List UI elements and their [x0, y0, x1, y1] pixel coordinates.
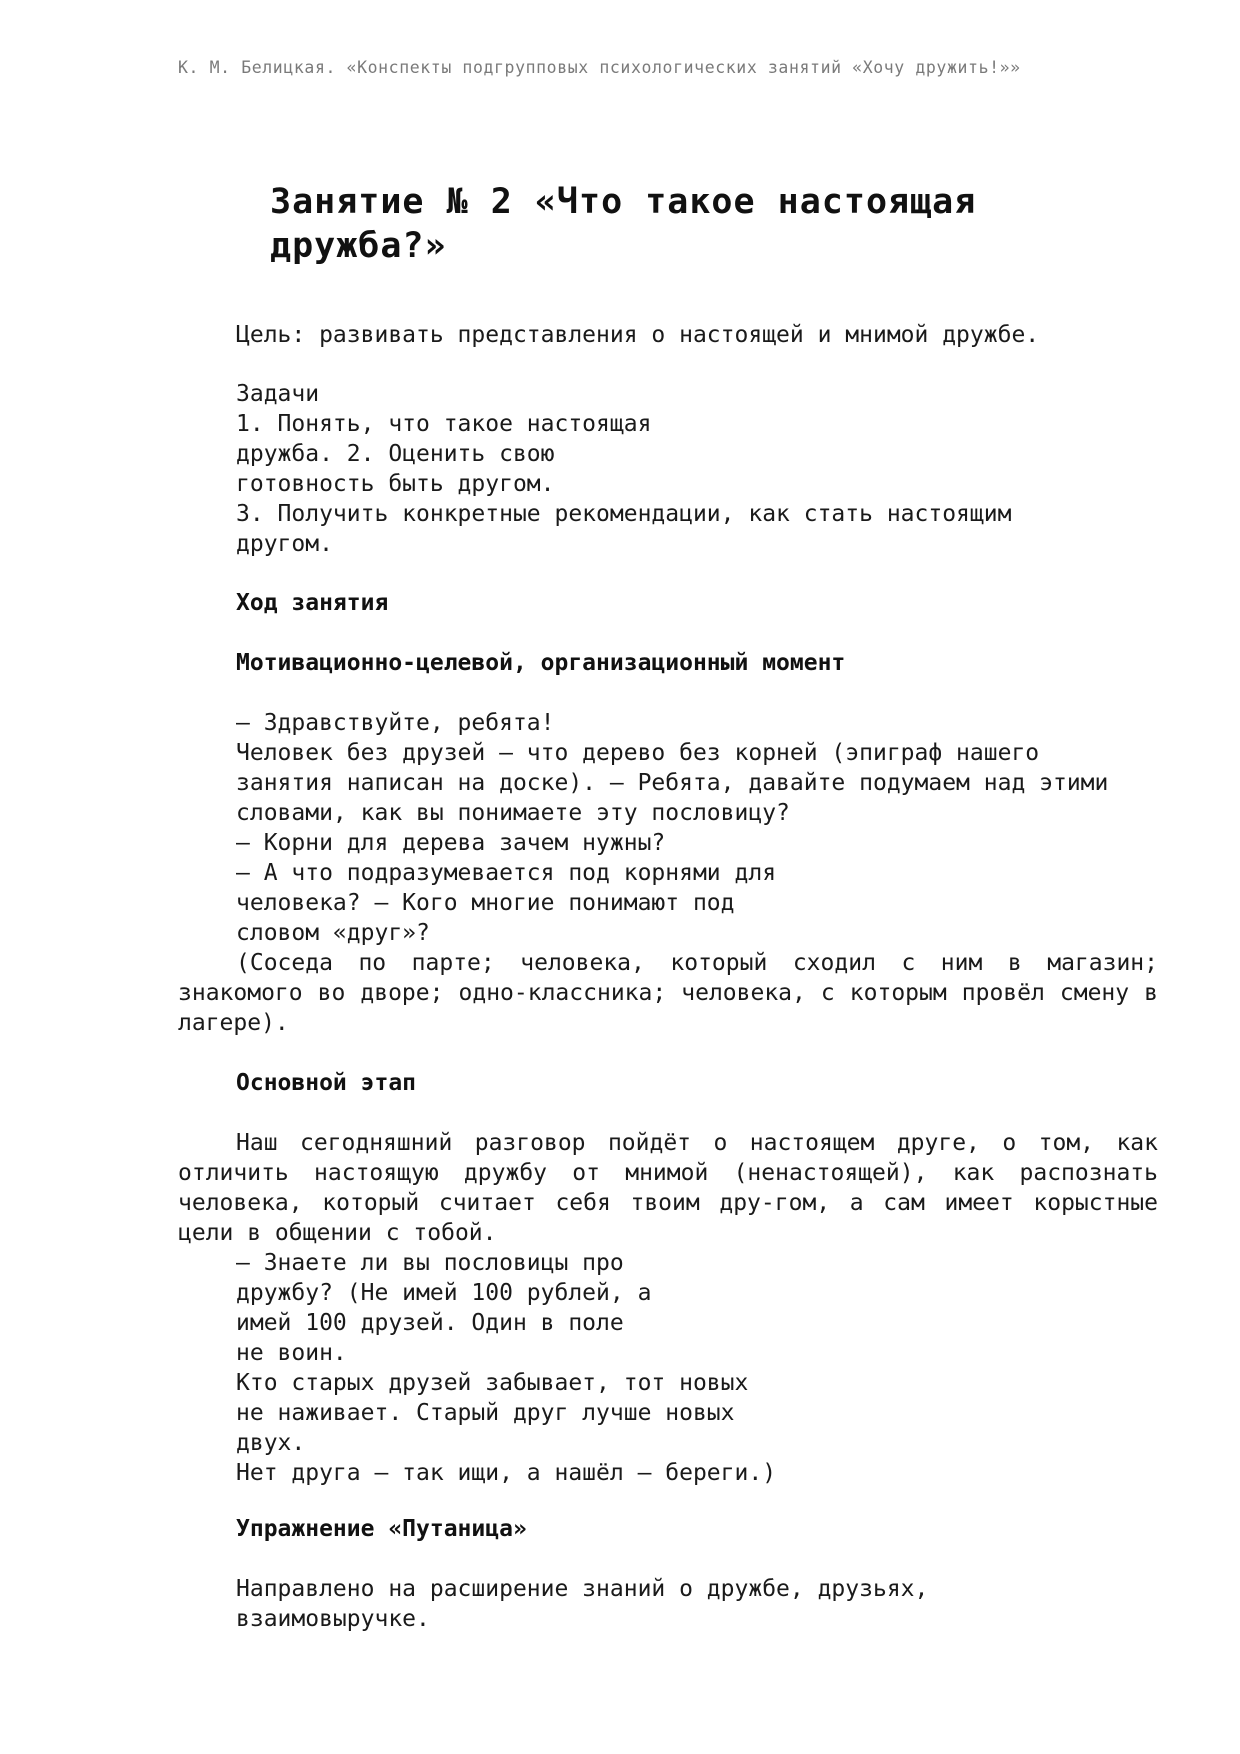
lesson-goal: Цель: развивать представления о настоящей и мнимой дружбе.: [236, 322, 1040, 348]
proverb-line: имей 100 друзей. Один в поле: [236, 1310, 624, 1336]
tasks-label: Задачи: [236, 381, 320, 407]
dialogue-line: Человек без друзей — что дерево без корней (эпиграф нашего: [236, 740, 1040, 766]
dialogue-line: — А что подразумевается под корнями для: [236, 860, 777, 886]
proverbs-block: [236, 1248, 776, 1488]
proverb-line: не воин.: [236, 1340, 347, 1366]
section-heading-main: Основной этап: [236, 1070, 417, 1096]
task-line: другом.: [236, 531, 333, 557]
running-header: К. М. Белицкая. «Конспекты подгрупповых психологических занятий «Хочу дружить!»»: [178, 58, 1021, 77]
dialogue-line: словом «друг»?: [236, 920, 430, 946]
section-heading-course: Ход занятия: [236, 590, 389, 616]
dialogue-line: человека? — Кого многие понимают под: [236, 890, 735, 916]
proverb-line: дружбу? (Не имей 100 рублей, а: [236, 1280, 652, 1306]
proverb-line: двух.: [236, 1430, 306, 1456]
dialogue-line: — Здравствуйте, ребята!: [236, 710, 555, 736]
section-heading-exercise: Упражнение «Путаница»: [236, 1516, 527, 1542]
task-line: готовность быть другом.: [236, 471, 555, 497]
dialogue-line: словами, как вы понимаете эту пословицу?: [236, 800, 790, 826]
motivation-dialogue: [236, 708, 1108, 948]
proverb-line: Кто старых друзей забывает, тот новых: [236, 1370, 749, 1396]
motivation-answer-note: (Соседа по парте; человека, который сходил с ним в магазин; знакомого во дворе; одно-классника; человека, с которым провёл смену в лагере).: [178, 950, 1158, 1036]
lesson-title-line-1: Занятие № 2 «Что такое настоящая: [270, 182, 977, 222]
lesson-title-line-2: дружба?»: [270, 226, 447, 266]
task-line: 1. Понять, что такое настоящая: [236, 411, 652, 437]
proverb-line: не наживает. Старый друг лучше новых: [236, 1400, 735, 1426]
task-line: 3. Получить конкретные рекомендации, как стать настоящим: [236, 501, 1012, 527]
dialogue-line: занятия написан на доске). — Ребята, давайте подумаем над этими: [236, 770, 1109, 796]
section-heading-motivation: Мотивационно-целевой, организационный момент: [236, 650, 846, 676]
proverb-line: Нет друга — так ищи, а нашёл — береги.): [236, 1460, 777, 1486]
task-line: дружба. 2. Оценить свою: [236, 441, 555, 467]
tasks-list: [236, 409, 1011, 559]
main-paragraph: Наш сегодняшний разговор пойдёт о настоящем друге, о том, как отличить настоящую дружбу от мнимой (ненастоящей), как распознать человека, который считает себя твоим дру-гом, а сам имеет корыстные цели в общении с тобой.: [178, 1130, 1158, 1246]
dialogue-line: — Корни для дерева зачем нужны?: [236, 830, 666, 856]
lesson-title: [270, 180, 976, 268]
proverb-line: — Знаете ли вы пословицы про: [236, 1250, 624, 1276]
exercise-description: Направлено на расширение знаний о дружбе, друзьях, взаимовыручке.: [236, 1576, 929, 1632]
